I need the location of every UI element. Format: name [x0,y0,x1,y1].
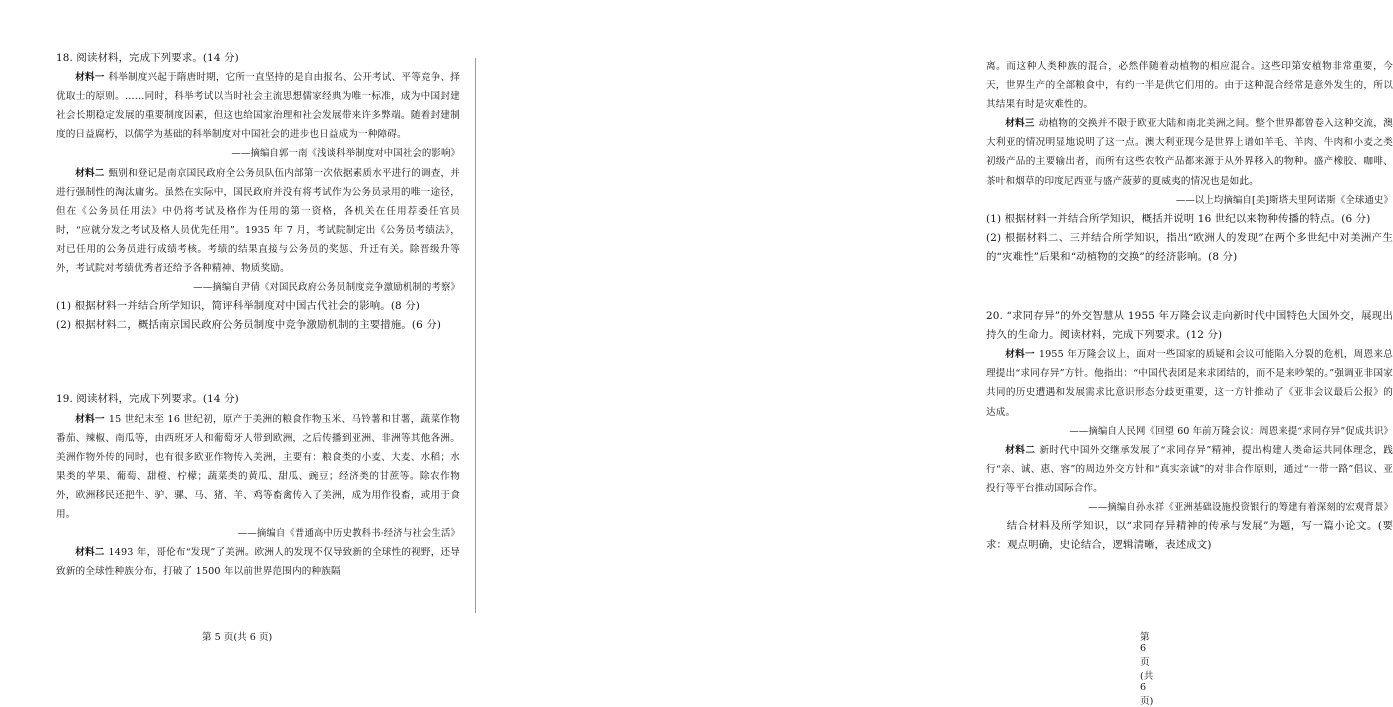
q19-m1-source: ——摘编自《普通高中历史教科书·经济与社会生活》 [237,528,460,540]
q19-m3-text: 动植物的交换并不限于欧亚大陆和南北美洲之间。整个世界都曾卷入这种交流，澳大利亚的情况明显地说明了这一点。澳大利亚现今是世界上谱如羊毛、羊肉、牛肉和小麦之类初级产品的主要输出者，而所有这些农牧产品都来源于从外界移入的物种。盛产橡胶、咖啡、茶叶和烟草的印度尼西亚与盛产菠萝的夏威夷的情况也是如此。 [986,118,1393,187]
q20-m1-label: 材料一 [1005,349,1035,361]
q19-m3-source: ——以上均摘编自[美]斯塔夫里阿诺斯《全球通史》 [1175,194,1393,206]
q18-m1-source: ——摘编自郭一南《浅谈科举制度对中国社会的影响》 [231,148,460,160]
q20-material-1 [986,345,1393,421]
q19-m3-label: 材料三 [1005,118,1035,130]
q19-material-2 [56,543,460,581]
q19-requirement-1: (1) 根据材料一并结合所学知识，概括并说明 16 世纪以来物种传播的特点。(6 分) [986,212,1371,225]
q18-material-2 [56,164,460,279]
q19-m1-text: 15 世纪末至 16 世纪初，原产于美洲的粮食作物玉米、马铃薯和甘薯，蔬菜作物番茄、辣椒、南瓜等，由西班牙人和葡萄牙人带到欧洲，之后传播到亚洲、非洲等其他各洲。美洲作物外传的同时，也有很多欧亚作物传入美洲，主要有：粮食类的小麦、大麦、水稻；水果类的苹果、葡萄、甜橙、柠檬；蔬菜类的黄瓜、甜瓜、豌豆；经济类的甘蔗等。除农作物外，欧洲移民还把牛、驴、骡、马、猪、羊、鸡等畜禽传入了美洲，成为用作役畜，或用于食用。 [56,413,460,520]
q20-m2-source: ——摘编自孙永祥《亚洲基础设施投资银行的筹建有着深刻的宏观背景》 [1088,501,1393,513]
q19-m2-continued: 离。而这种人类种族的混合，必然伴随着动植物的相应混合。这些印第安植物非常重要，今天，世界生产的全部粮食中，有约一半是供它们用的。由于这种混合经常是意外发生的，所以其结果有时是灾难性的。 [986,61,1393,111]
page-5 [0,0,475,673]
q20-material-2 [986,441,1393,498]
q18-requirement-1: (1) 根据材料一并结合所学知识，简评科举制度对中国古代社会的影响。(8 分) [56,300,420,313]
q20-m2-label: 材料二 [1005,444,1036,456]
q20-m2-text: 新时代中国外交继承发展了“求同存异”精神，提出构建人类命运共同体理念，践行“亲、诚、惠、容”的周边外交方针和“真实亲诚”的对非合作原则，通过“一带一路”倡议、亚投行等平台推动国际合作。 [986,444,1393,494]
q18-m2-label: 材料二 [75,167,105,179]
page-number-6: 第 6 页(共 6 页) [1140,632,1154,707]
right-column [986,57,1393,555]
q19-stem: 19. 阅读材料，完成下列要求。(14 分) [56,393,239,406]
q20-m1-text: 1955 年万隆会议上，面对一些国家的质疑和会议可能陷入分裂的危机，周恩来总理提出“求同存异”方针。他指出：“中国代表团是来求团结的，而不是来吵架的。”强调亚非国家共同的历史遭遇和发展需求比意识形态分歧更重要，这一方针推动了《亚非会议最后公报》的达成。 [986,349,1393,418]
q18-m1-text: 科举制度兴起于隋唐时期，它所一直坚持的是自由报名、公开考试、平等竞争、择优取士的原则。……同时，科举考试以当时社会主流思想儒家经典为唯一标准，成为中国封建社会长期稳定发展的重要制度因素，但这也给国家治理和社会发展带来许多弊端。随着封建制度的日益腐朽，以儒学为基础的科举制度对中国社会的进步也日益成为一种障碍。 [56,72,460,141]
q20-m1-source: ——摘编自人民网《回望 60 年前万隆会议：周恩来提“求同存异”促成共识》 [1069,425,1393,437]
q18-material-1 [56,68,460,144]
q18-m2-source: ——摘编自尹倩《对国民政府公务员制度竞争激励机制的考察》 [193,282,460,294]
q19-requirement-2: (2) 根据材料二、三并结合所学知识，指出“欧洲人的发现”在两个多世纪中对美洲产生的“灾难性”后果和“动植物的交换”的经济影响。(8 分) [986,231,1393,263]
q19-m2-label: 材料二 [75,547,105,559]
q19-m1-label: 材料一 [75,413,105,425]
q19-material-3 [986,114,1393,190]
q18-m2-text: 甄别和登记是南京国民政府全公务员队伍内部第一次依据素质水平进行的调查，并进行强制性的淘汰庸劣。虽然在实际中，国民政府并没有将考试作为公务员录用的唯一途径，但在《公务员任用法》中仍将考试及格作为任用的第一资格，各机关在任用荐委任官员时，“应就分发之考试及格人员优先任用”。1935 年 7 月，考试院制定出《公务员考绩法》，对已任用的公务员进行成绩考核。考绩的结果直接与公务员的奖惩、升迁有关。除晋级升等外，考试院对考绩优秀者还给予各种精神、物质奖励。 [56,167,460,275]
q19-m2-text: 1493 年，哥伦布“发现”了美洲。欧洲人的发现不仅导致新的全球性的视野，还导致新的全球性种族分布，打破了 1500 年以前世界范围内的种族隔 [56,547,461,578]
spacer [986,267,1393,307]
q20-stem: 20. “求同存异”的外交智慧从 1955 年万隆会议走向新时代中国特色大国外交，展现出持久的生命力。阅读材料，完成下列要求。(12 分) [986,310,1393,342]
left-column [56,49,460,581]
spacer [56,335,460,390]
q20-requirement: 结合材料及所学知识，以“求同存异精神的传承与发展”为题，写一篇小论文。(要求：观点明确，史论结合，逻辑清晰，表述成文) [986,520,1393,552]
q19-material-1 [56,410,460,525]
q18-m1-label: 材料一 [75,72,105,84]
page-6 [476,0,1393,707]
q18-requirement-2: (2) 根据材料二，概括南京国民政府公务员制度中竞争激励机制的主要措施。(6 分) [56,319,442,332]
q18-stem: 18. 阅读材料，完成下列要求。(14 分) [56,52,239,64]
page-number-5: 第 5 页(共 6 页) [202,632,273,643]
